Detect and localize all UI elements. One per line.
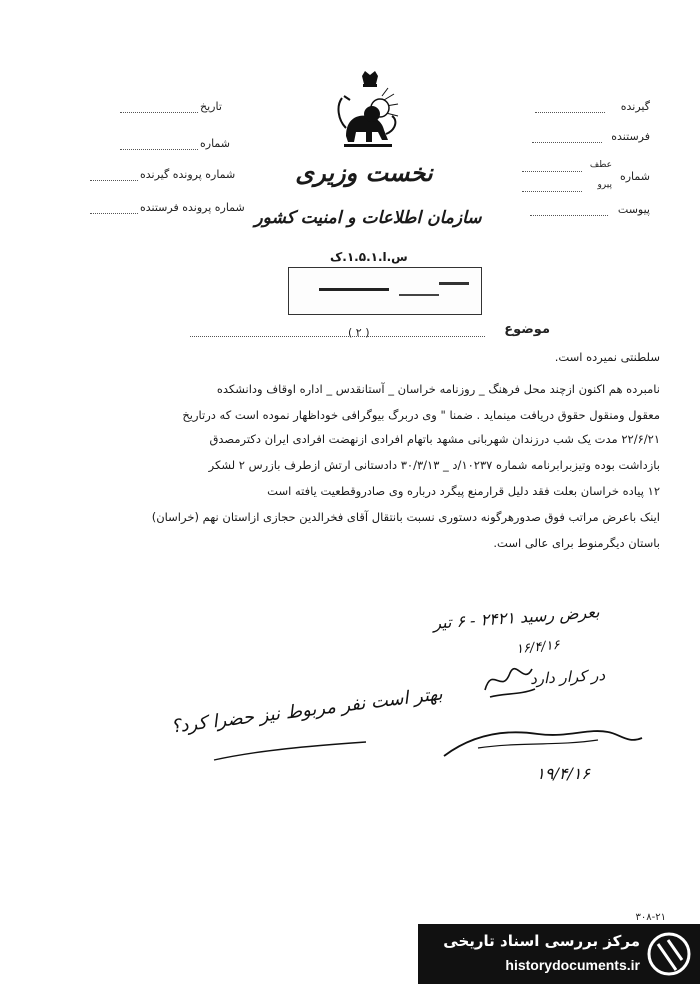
watermark-url: historydocuments.ir [505, 957, 640, 973]
sender-file-no-label: شماره پرونده فرستنده [140, 201, 245, 214]
recipient-line [535, 111, 605, 113]
body-line-2: نامبرده هم اکنون ازچند محل فرهنگ _ روزنامه خراسان _ آستانقدس _ اداره اوقاف ودانشکده [216, 382, 660, 396]
organization-title: سازمان اطلاعات و امنیت کشور [254, 208, 482, 228]
ministry-title: نخست وزیری [295, 158, 433, 187]
subject-label: موضوع [504, 322, 550, 337]
watermark-panel [418, 924, 700, 984]
date-line [120, 111, 198, 113]
number-label-right: شماره [619, 170, 650, 183]
body-line-6: ۱۲ پیاده خراسان بعلت فقد دلیل قرارمنع پیگرد درباره وی صادروقطعیت یافته است [267, 484, 660, 498]
redaction-box [288, 267, 482, 315]
recipient-file-no-label: شماره پرونده گیرنده [140, 168, 236, 181]
handwritten-note-1: بعرض رسید ۲۴۲۱ - ۶ تیر [432, 602, 601, 633]
body-line-3: معقول ومنقول حقوق دریافت مینماید . ضمنا " وی دربرگ بیوگرافی خوداظهار نموده است که درتاریخ [182, 408, 660, 422]
body-line-7: اینک باعرض مراتب فوق صدورهرگونه دستوری نسبت بانتقال آقای فخرالدین حجازی ازاستان نهم (خراسان) [151, 510, 660, 524]
peyro-line [522, 190, 582, 192]
lion-and-sun-emblem [332, 70, 408, 154]
number-line-left [120, 148, 198, 150]
underline-stroke [210, 740, 370, 764]
recipient-label: گیرنده [620, 100, 650, 113]
subject-line [190, 335, 485, 337]
date-label: تاریخ [200, 100, 222, 113]
handwritten-note-2: در کرار دارد [529, 666, 606, 688]
page-marker: ( ۲ ) [348, 326, 370, 339]
signature-scribble-2 [438, 718, 648, 762]
peyro-label: پیرو [597, 180, 612, 190]
signature-scribble-1 [480, 655, 540, 705]
body-line-4: ۲۲/۶/۲۱ مدت یک شب درزندان شهربانی مشهد باتهام افرادی ازنهضت افرادی ایران دکترمصدق [209, 432, 660, 446]
handwritten-note-3: بهتر است نفر مربوط نیز حضرا کرد؟ [169, 683, 444, 738]
watermark-title: مرکز بررسی اسناد تاریخی [443, 932, 640, 950]
reference-code: س.ا.۱.۵.۱.ک [330, 250, 408, 264]
sender-label: فرستنده [611, 130, 650, 143]
number-label-left: شماره [200, 137, 231, 150]
attachment-label: پیوست [617, 203, 650, 216]
body-line-5: بازداشت بوده وتیزبرابرنامه شماره ۱۰۲۳۷/د _ ۳۰/۳/۱۳ دادستانی ارتش ازطرف بازرس ۲ لشکر [208, 458, 660, 472]
sender-line [532, 141, 602, 143]
atf-label: عطف [589, 160, 612, 170]
doc-code: ۳۰۸-۲۱ [635, 912, 666, 923]
archive-logo-icon [646, 930, 692, 978]
handwritten-note-1-date: ۱۶/۴/۱۶ [515, 637, 561, 658]
handwritten-note-4-date: ۱۹/۴/۱۶ [536, 764, 590, 783]
body-line-1: سلطنتی نمیرده است. [554, 350, 660, 364]
body-line-8: باستان دیگرمنوط برای عالی است. [493, 536, 660, 550]
